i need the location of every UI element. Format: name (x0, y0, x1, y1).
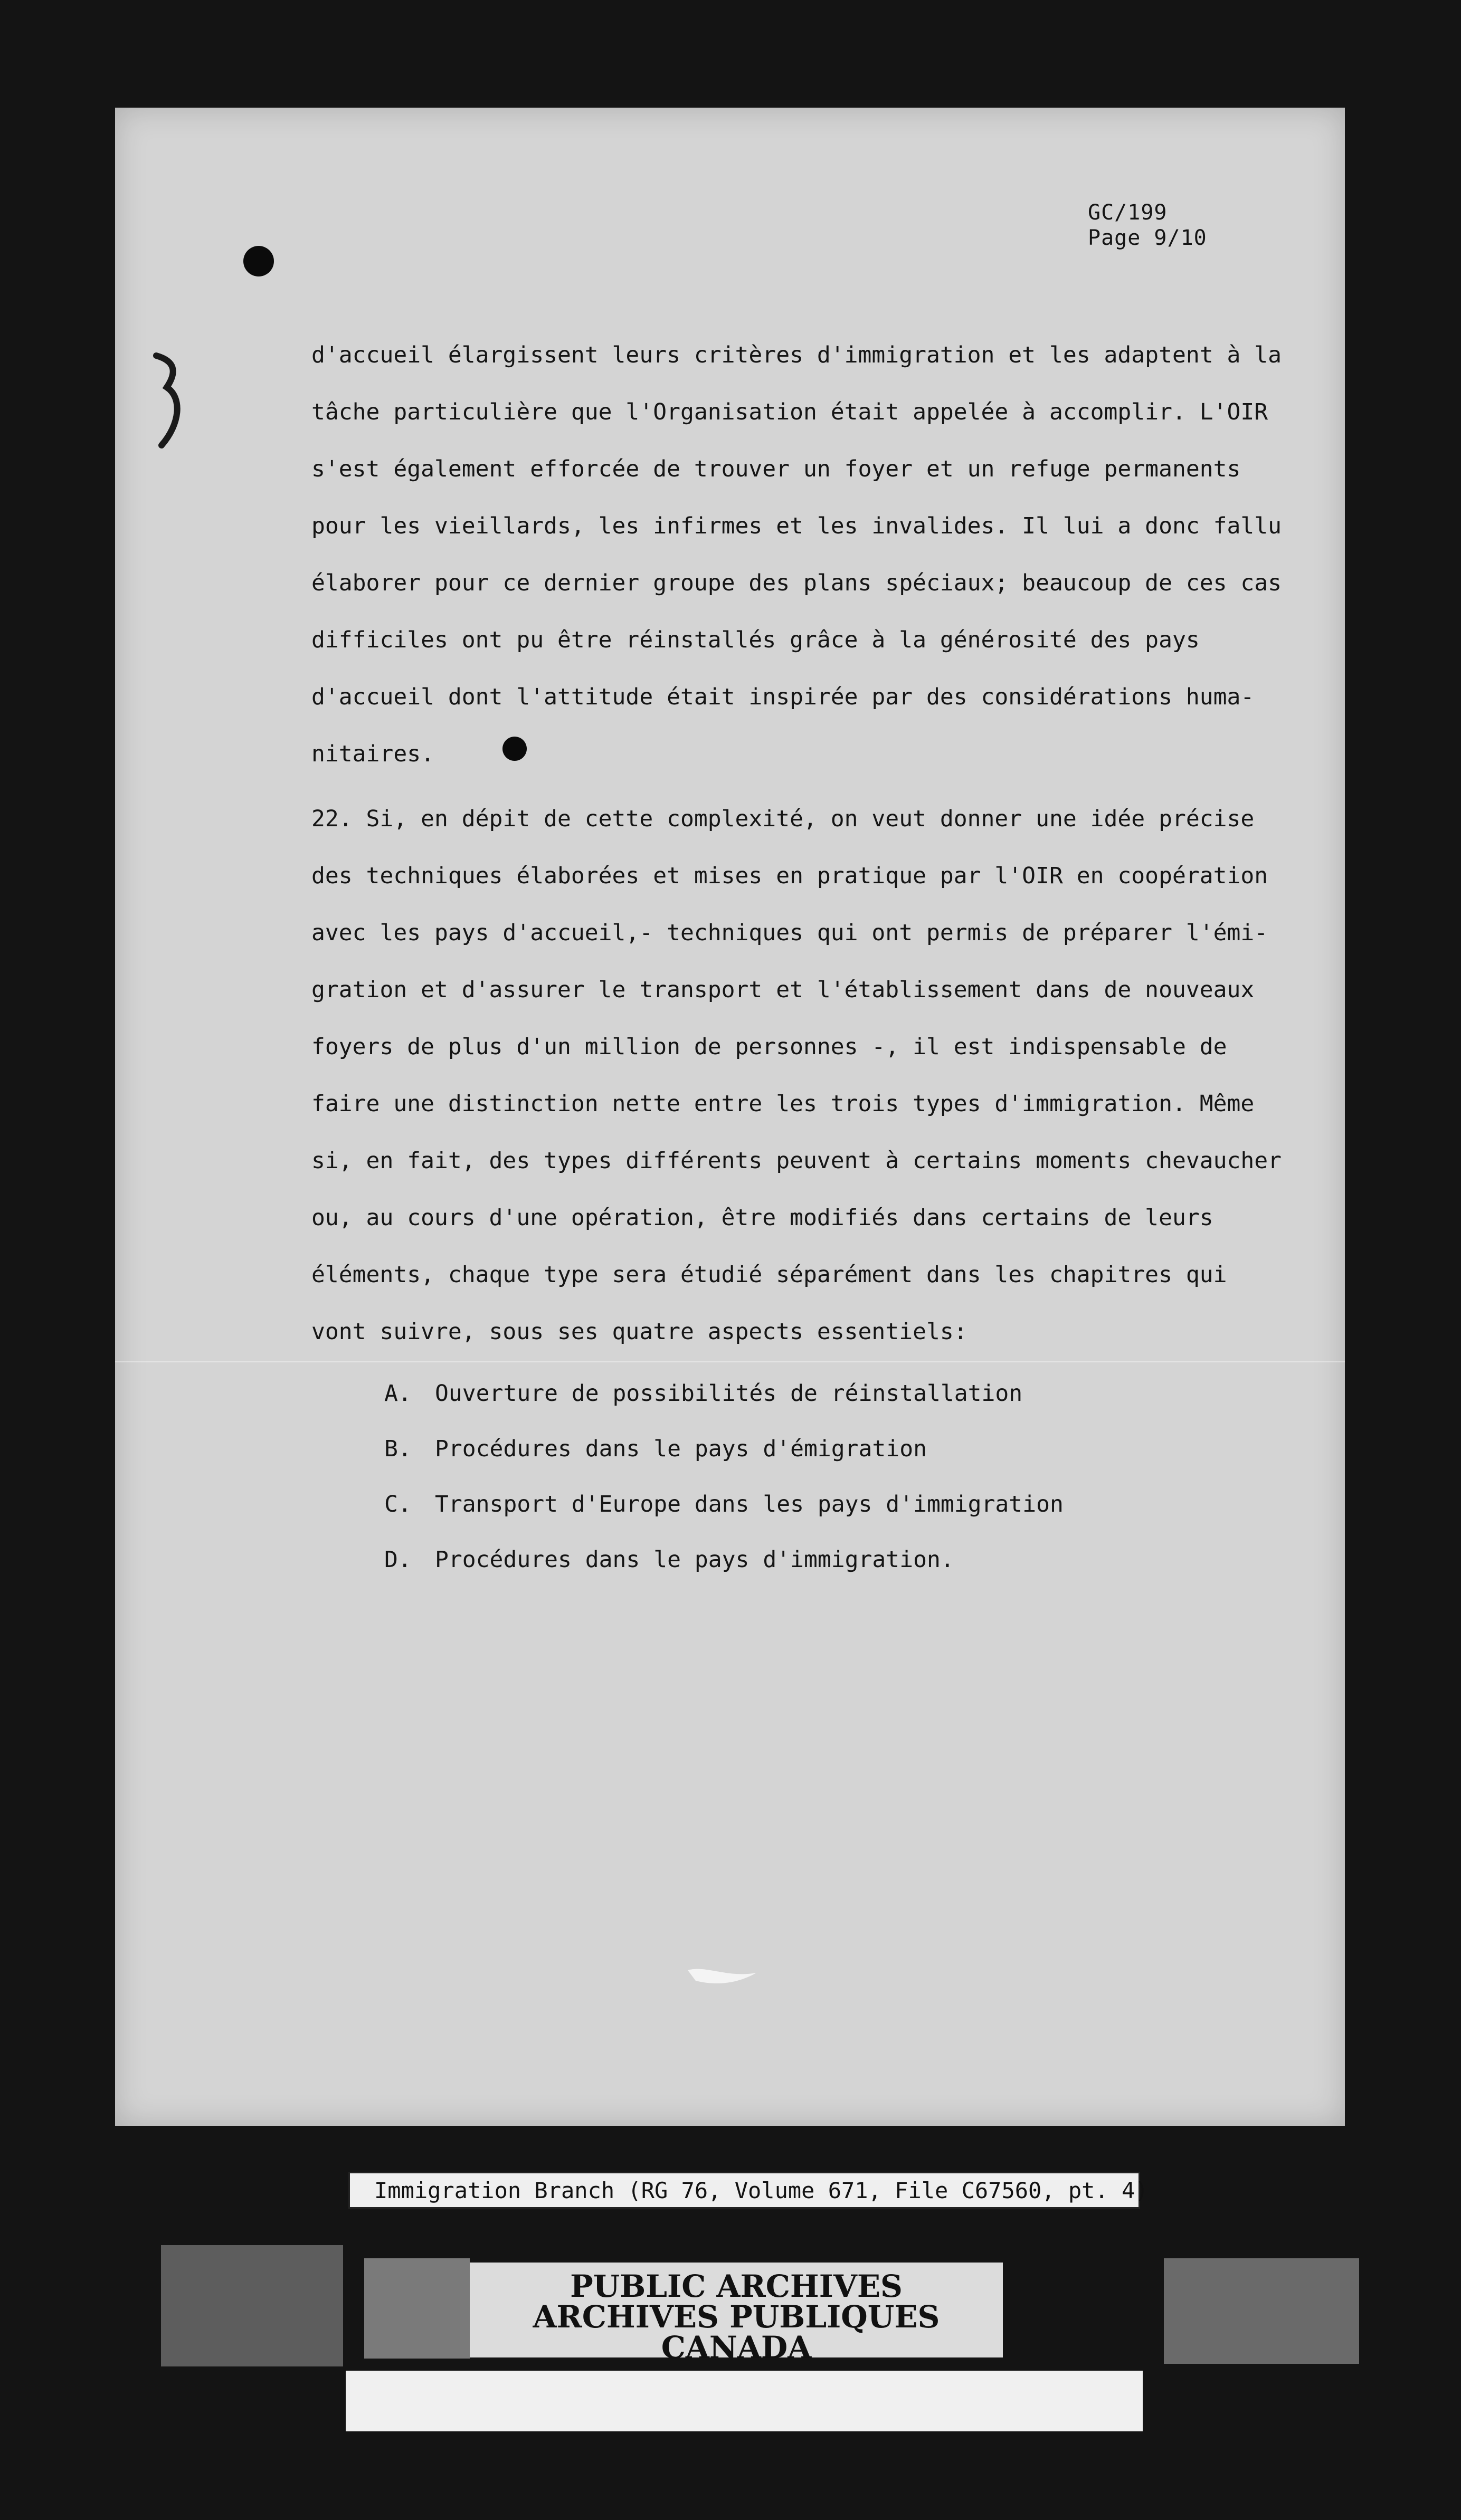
strip-block-left (161, 2245, 343, 2366)
list-item (384, 1366, 1064, 1421)
bottom-label-strip (346, 2371, 1143, 2431)
text-line: d'accueil élargissent leurs critères d'immigration et les adaptent à la (311, 342, 1282, 368)
list-letter: B. (384, 1436, 412, 1462)
list-text: Procédures dans le pays d'immigration. (435, 1547, 954, 1573)
list-text: Transport d'Europe dans les pays d'immigration (435, 1491, 1064, 1517)
text-line: avec les pays d'accueil,- techniques qui ont permis de préparer l'émi- (311, 920, 1268, 946)
list-item (384, 1477, 1064, 1532)
paper-blemish (685, 1962, 759, 1989)
text-line: ou, au cours d'une opération, être modifiés dans certains de leurs (311, 1205, 1213, 1231)
text-line: d'accueil dont l'attitude était inspirée par des considérations huma- (311, 684, 1255, 710)
archive-label (470, 2263, 1003, 2365)
list-letter: C. (384, 1491, 412, 1517)
list-item (384, 1532, 1064, 1588)
text-line: 22. Si, en dépit de cette complexité, on veut donner une idée précise (311, 806, 1255, 832)
text-line: tâche particulière que l'Organisation était appelée à accomplir. L'OIR (311, 399, 1268, 425)
paragraph-22 (311, 790, 1341, 1360)
handwritten-mark (146, 350, 188, 456)
archive-label-line: ARCHIVES PUBLIQUES (533, 2299, 940, 2335)
text-line: des techniques élaborées et mises en pratique par l'OIR en coopération (311, 863, 1268, 889)
body-text (311, 327, 1341, 1360)
list-item (384, 1421, 1064, 1477)
text-line: foyers de plus d'un million de personnes -, il est indispensable de (311, 1034, 1227, 1060)
text-line: s'est également efforcée de trouver un foyer et un refuge permanents (311, 456, 1241, 482)
punch-hole (243, 246, 274, 276)
document-reference (1088, 200, 1207, 251)
reference-code: GC/199 (1088, 201, 1168, 225)
strip-block-left-inner (364, 2258, 470, 2359)
text-line: nitaires. (311, 741, 434, 767)
archive-label-line: PUBLIC ARCHIVES (570, 2268, 903, 2304)
list-letter: D. (384, 1547, 412, 1573)
text-line: difficiles ont pu être réinstallés grâce à la générosité des pays (311, 627, 1200, 653)
archive-caption: Immigration Branch (RG 76, Volume 671, File C67560, pt. 4) (348, 2172, 1140, 2209)
archive-label-line: CANADA (661, 2330, 812, 2365)
page-number: Page 9/10 (1088, 226, 1207, 250)
list-text: Procédures dans le pays d'émigration (435, 1436, 927, 1462)
text-line: élaborer pour ce dernier groupe des plans spéciaux; beaucoup de ces cas (311, 570, 1282, 596)
text-line: gration et d'assurer le transport et l'établissement dans de nouveaux (311, 977, 1255, 1003)
fold-line (115, 1361, 1345, 1362)
list-letter: A. (384, 1380, 412, 1407)
text-line: vont suivre, sous ses quatre aspects essentiels: (311, 1319, 967, 1345)
strip-block-right (1164, 2258, 1359, 2364)
list-text: Ouverture de possibilités de réinstallation (435, 1380, 1023, 1407)
text-line: faire une distinction nette entre les trois types d'immigration. Même (311, 1091, 1255, 1117)
text-line: pour les vieillards, les infirmes et les invalides. Il lui a donc fallu (311, 513, 1282, 539)
document-page (115, 108, 1345, 2126)
text-line: éléments, chaque type sera étudié séparément dans les chapitres qui (311, 1262, 1227, 1288)
text-line: si, en fait, des types différents peuvent à certains moments chevaucher (311, 1148, 1282, 1174)
aspects-list (384, 1366, 1064, 1588)
paragraph-continued (311, 327, 1341, 782)
